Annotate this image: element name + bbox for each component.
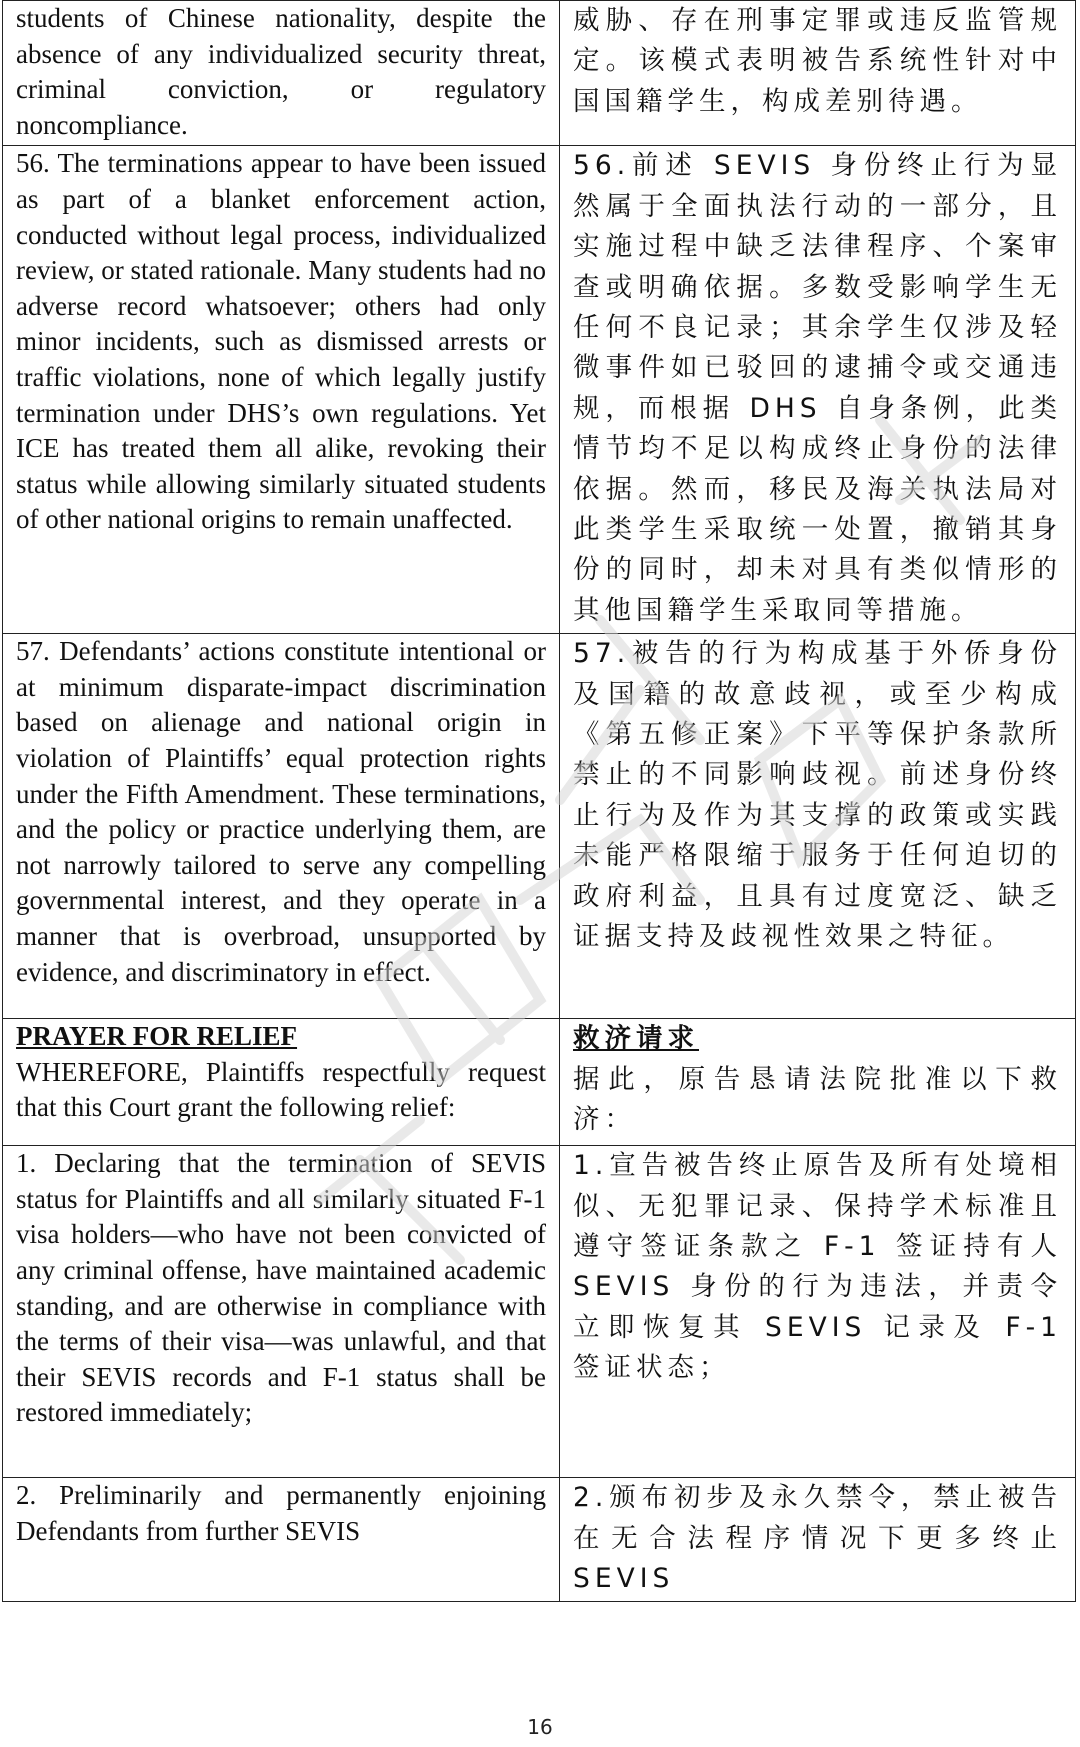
table-row <box>3 146 1076 634</box>
chinese-cell <box>560 1 1076 146</box>
english-text: 2. Preliminarily and permanently enjoining Defendants from further SEVIS <box>16 1480 546 1546</box>
english-text: students of Chinese nationality, despite the absence of any individualized security threat, criminal conviction, or regulatory noncompliance. <box>16 3 546 140</box>
english-cell <box>3 146 560 634</box>
english-text: 56. The terminations appear to have been issued as part of a blanket enforcement action, conducted without legal process, individualized review, or stated rationale. Many students had no adverse record whatsoever; others had only minor incidents, such as dismissed arrests or traffic violations, none of which legally justify termination under DHS’s own regulations. Yet ICE has treated them all alike, revoking their status while allowing similarly situated students of other national origins to remain unaffected. <box>16 148 546 535</box>
chinese-cell <box>560 146 1076 634</box>
chinese-cell <box>560 1146 1076 1478</box>
chinese-text: 2.颁布初步及永久禁令，禁止被告在无合法程序情况下更多终止 SEVIS <box>573 1482 1062 1595</box>
chinese-cell <box>560 1019 1076 1146</box>
chinese-cell <box>560 1478 1076 1602</box>
section-heading-zh: 救济请求 <box>573 1023 699 1055</box>
page-number: 16 <box>527 1715 553 1739</box>
table-row <box>3 634 1076 1019</box>
english-cell <box>3 1146 560 1478</box>
english-cell <box>3 1478 560 1602</box>
english-text: 1. Declaring that the termination of SEVIS status for Plaintiffs and all similarly situated F-1 visa holders—who have not been convicted of any criminal offense, have maintained academic standing, and are otherwise in compliance with the terms of their visa—was unlawful, and that their SEVIS records and F-1 status shall be restored immediately; <box>16 1148 546 1428</box>
section-heading: PRAYER FOR RELIEF <box>16 1021 298 1052</box>
table-row <box>3 1478 1076 1602</box>
chinese-text: 威胁、存在刑事定罪或违反监管规定。该模式表明被告系统性针对中国国籍学生，构成差别待遇。 <box>573 5 1062 117</box>
english-cell <box>3 1 560 146</box>
english-cell <box>3 634 560 1019</box>
table-row <box>3 1146 1076 1478</box>
chinese-cell <box>560 634 1076 1019</box>
chinese-text: 1.宣告被告终止原告及所有处境相似、无犯罪记录、保持学术标准且遵守签证条款之 F-1 签证持有人 SEVIS 身份的行为违法，并责令立即恢复其 SEVIS 记录及 F-1 签证状态； <box>573 1150 1062 1384</box>
english-text: WHEREFORE, Plaintiffs respectfully request that this Court grant the following relief: <box>16 1056 546 1123</box>
chinese-text: 56.前述 SEVIS 身份终止行为显然属于全面执法行动的一部分，且实施过程中缺乏法律程序、个案审查或明确依据。多数受影响学生无任何不良记录；其余学生仅涉及轻微事件如已驳回的逮捕令或交通违规，而根据 DHS 自身条例，此类情节均不足以构成终止身份的法律依据。然而，移民及海关执法局对此类学生采取统一处置，撤销其身份的同时，却未对具有类似情形的其他国籍学生采取同等措施。 <box>573 150 1062 626</box>
bilingual-table <box>2 0 1076 1602</box>
chinese-text: 57.被告的行为构成基于外侨身份及国籍的故意歧视，或至少构成《第五修正案》下平等保护条款所禁止的不同影响歧视。前述身份终止行为及作为其支撑的政策或实践未能严格限缩于服务于任何迫切的政府利益，且具有过度宽泛、缺乏证据支持及歧视性效果之特征。 <box>573 638 1062 953</box>
english-text: 57. Defendants’ actions constitute intentional or at minimum disparate-impact discrimination based on alienage and national origin in violation of Plaintiffs’ equal protection rights under the Fifth Amendment. These terminations, and the policy or practice underlying them, are not narrowly tailored to serve any compelling governmental interest, and they operate in a manner that is overbroad, unsupported by evidence, and discriminatory in effect. <box>16 636 546 987</box>
table-row <box>3 1 1076 146</box>
table-row <box>3 1019 1076 1146</box>
english-cell <box>3 1019 560 1146</box>
chinese-text: 据此，原告恳请法院批准以下救济： <box>573 1063 1062 1136</box>
